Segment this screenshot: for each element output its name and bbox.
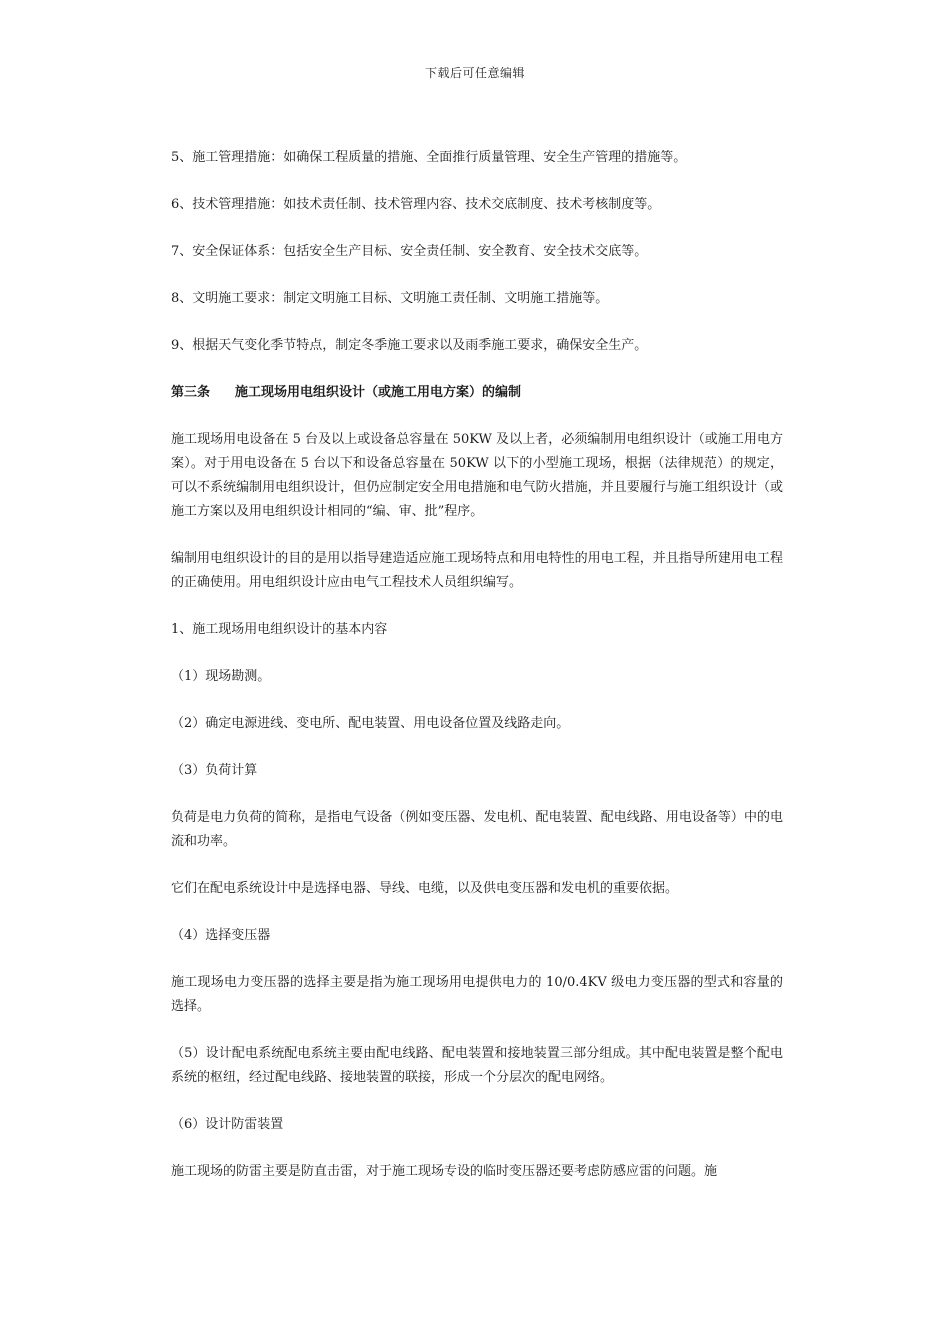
list-item-power-layout: （2）确定电源进线、变电所、配电装置、用电设备位置及线路走向。 xyxy=(171,716,570,731)
body-paragraph-lightning: 施工现场的防雷主要是防直击雷，对于施工现场专设的临时变压器还要考虑防感应雷的问题。施 xyxy=(171,1164,718,1179)
body-paragraph-load-definition: 负荷是电力负荷的简称，是指电气设备（例如变压器、发电机、配电装置、配电线路、用电设备等）中的电流和功率。 xyxy=(171,810,783,849)
list-item-distribution-system: （5）设计配电系统配电系统主要由配电线路、配电装置和接地装置三部分组成。其中配电装置是整个配电系统的枢纽，经过配电线路、接地装置的联接，形成一个分层次的配电网络。 xyxy=(171,1046,783,1085)
body-paragraph-load-basis: 它们在配电系统设计中是选择电器、导线、电缆，以及供电变压器和发电机的重要依据。 xyxy=(171,881,679,896)
section-title: 施工现场用电组织设计（或施工用电方案）的编制 xyxy=(235,385,522,400)
list-item-transformer: （4）选择变压器 xyxy=(171,928,271,943)
paragraph-item-7: 7、安全保证体系：包括安全生产目标、安全责任制、安全教育、安全技术交底等。 xyxy=(171,244,648,259)
page-header: 下载后可任意编辑 xyxy=(424,66,525,80)
body-paragraph-purpose: 编制用电组织设计的目的是用以指导建造适应施工现场特点和用电特性的用电工程，并且指导所建用电工程的正确使用。用电组织设计应由电气工程技术人员组织编写。 xyxy=(171,551,783,590)
paragraph-item-5: 5、施工管理措施：如确保工程质量的措施、全面推行质量管理、安全生产管理的措施等。 xyxy=(171,150,687,165)
body-paragraph-scope: 施工现场用电设备在 5 台及以上或设备总容量在 50KW 及以上者，必须编制用电组织设计（或施工用电方案）。对于用电设备在 5 台以下和设备总容量在 50KW 以下的小型施工现场，根据（法律规范）的规定，可以不系统编制用电组织设计，但仍应制定安全用电措施和电气防火措施，并且要履行与施工组织设计（或施工方案以及用电组织设计相同的“编、审、批”程序。 xyxy=(171,432,783,519)
subsection-heading-basic-content: 1、施工现场用电组织设计的基本内容 xyxy=(171,622,388,637)
section-heading xyxy=(171,381,783,405)
list-item-lightning-protection: （6）设计防雷装置 xyxy=(171,1117,284,1132)
section-article-number: 第三条 xyxy=(171,385,211,400)
paragraph-item-9: 9、根据天气变化季节特点，制定冬季施工要求以及雨季施工要求，确保安全生产。 xyxy=(171,338,648,353)
list-item-site-survey: （1）现场勘测。 xyxy=(171,669,271,684)
body-paragraph-transformer: 施工现场电力变压器的选择主要是指为施工现场用电提供电力的 10/0.4KV 级电力变压器的型式和容量的选择。 xyxy=(171,975,783,1014)
paragraph-item-6: 6、技术管理措施：如技术责任制、技术管理内容、技术交底制度、技术考核制度等。 xyxy=(171,197,661,212)
document-body xyxy=(171,146,783,1207)
list-item-load-calculation: （3）负荷计算 xyxy=(171,763,258,778)
paragraph-item-8: 8、文明施工要求：制定文明施工目标、文明施工责任制、文明施工措施等。 xyxy=(171,291,609,306)
